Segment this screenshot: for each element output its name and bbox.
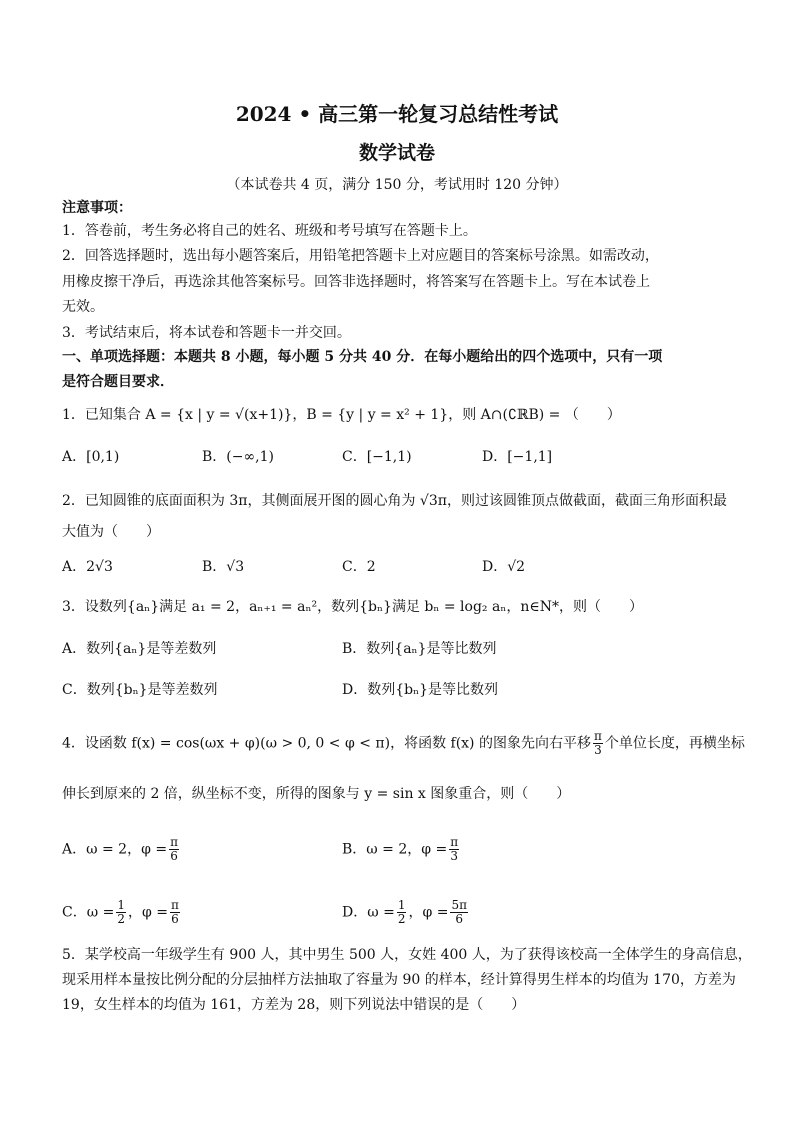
question-4-line-1: [62, 730, 745, 757]
question-4-line-2: 伸长到原来的 2 倍，纵坐标不变，所得的图象与 y = sin x 图象重合，则（ ）: [62, 786, 571, 802]
section-1-heading-cont: 是符合题目要求．: [62, 374, 174, 390]
question-2-line-2: 大值为（ ）: [62, 524, 160, 540]
question-2-option-d: D．√2: [482, 559, 526, 575]
question-2-option-b: B．√3: [202, 559, 245, 575]
question-4-option-a: A．ω = 2，φ = $\frac{\pi}{6}$: [62, 835, 178, 863]
question-5-line-1: 5．某学校高一年级学生有 900 人，其中男生 500 人，女姓 400 人，为了获得该校高一全体学生的身高信息，: [62, 947, 752, 963]
question-3-text: 3．设数列{aₙ}满足 a₁ = 2，aₙ₊₁ = aₙ²，数列{bₙ}满足 bₙ = log₂ aₙ，n∈N*，则（ ）: [62, 599, 644, 615]
note-1: 1．答卷前，考生务必将自己的姓名、班级和考号填写在答题卡上。: [62, 223, 477, 239]
notes-heading: 注意事项：: [62, 200, 132, 216]
question-2-option-a: A．2√3: [62, 559, 113, 575]
question-1-option-c: C．[−1,1): [342, 449, 412, 465]
question-4-option-d: D．ω = $\frac{1}{2}$ ，φ = $\frac{5\pi}{6}$: [342, 898, 467, 926]
question-3-option-d: D．数列{bₙ}是等比数列: [342, 682, 499, 698]
exam-subtitle: 数学试卷: [358, 142, 435, 164]
question-4-line-1-part-a: 4．设函数 f(x) = cos(ωx + φ)(ω > 0, 0 < φ < π)，将函数 f(x) 的图象先向右平移: [62, 735, 591, 752]
question-4-option-b: B．ω = 2，φ = $\frac{\pi}{3}$: [342, 835, 459, 863]
note-2-line-3: 无效。: [62, 299, 104, 315]
question-3-option-a: A．数列{aₙ}是等差数列: [62, 641, 217, 657]
question-4-option-c: C．ω = $\frac{1}{2}$ ，φ = $\frac{\pi}{6}$: [62, 898, 179, 926]
note-3: 3．考试结束后，将本试卷和答题卡一并交回。: [62, 325, 351, 341]
question-1-option-b: B．(−∞,1): [202, 449, 274, 465]
question-1-text: 1．已知集合 A = {x | y = √(x+1)}，B = {y | y = x² + 1}，则 A∩(∁ℝB) = （ ）: [62, 407, 621, 423]
question-5-line-2: 现采用样本量按比例分配的分层抽样方法抽取了容量为 90 的样本，经计算得男生样本的均值为 170，方差为: [62, 972, 736, 988]
question-1-option-a: A．[0,1): [62, 449, 120, 465]
exam-title: 2024 • 高三第一轮复习总结性考试: [235, 102, 559, 126]
question-3-option-b: B．数列{aₙ}是等比数列: [342, 641, 497, 657]
shift-fraction: $\frac{\pi}{3}$: [593, 729, 602, 757]
note-2-line-1: 2．回答选择题时，选出每小题答案后，用铅笔把答题卡上对应题目的答案标号涂黑。如需改动，: [62, 248, 659, 264]
section-1-heading: 一、单项选择题：本题共 8 小题，每小题 5 分共 40 分．在每小题给出的四个选项中，只有一项: [62, 349, 663, 365]
question-3-option-c: C．数列{bₙ}是等差数列: [62, 682, 218, 698]
question-2-option-c: C．2: [342, 559, 376, 575]
note-2-line-2: 用橡皮擦干净后，再选涂其他答案标号。回答非选择题时，将答案写在答题卡上。写在本试卷上: [62, 274, 650, 290]
question-5-line-3: 19，女生样本的均值为 161，方差为 28，则下列说法中错误的是（ ）: [62, 997, 526, 1013]
question-1-option-d: D．[−1,1]: [482, 449, 553, 465]
exam-info: （本试卷共 4 页，满分 150 分，考试用时 120 分钟）: [226, 177, 568, 193]
question-4-line-1-part-b: 个单位长度，再横坐标: [604, 735, 745, 752]
question-2-line-1: 2．已知圆锥的底面面积为 3π，其侧面展开图的圆心角为 √3π，则过该圆锥顶点做截面，截面三角形面积最: [62, 493, 727, 509]
